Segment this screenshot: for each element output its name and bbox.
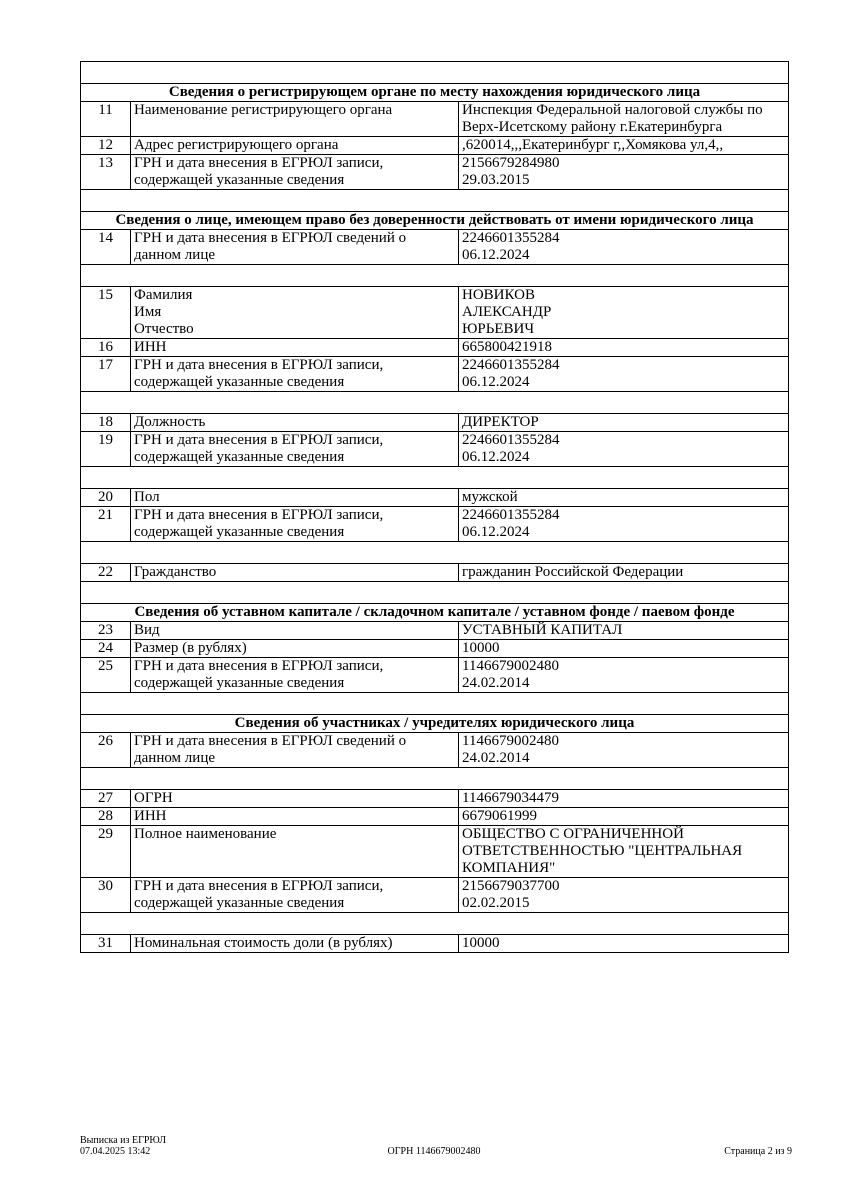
- row-value: [459, 230, 789, 265]
- table-row: [81, 564, 789, 582]
- table-row: [81, 287, 789, 339]
- surname-value: НОВИКОВ: [462, 287, 535, 303]
- row-label: ГРН и дата внесения в ЕГРЮЛ сведений о данном лице: [131, 230, 459, 265]
- spacer-cell: [81, 62, 789, 84]
- grn-value: 2156679284980: [462, 155, 560, 171]
- spacer-cell: [81, 768, 789, 790]
- row-label: Номинальная стоимость доли (в рублях): [131, 935, 459, 953]
- row-label: Адрес регистрирующего органа: [131, 137, 459, 155]
- spacer-row: [81, 693, 789, 715]
- first-name-label: Имя: [134, 304, 162, 320]
- spacer-row: [81, 542, 789, 564]
- spacer-cell: [81, 265, 789, 287]
- date-value: 06.12.2024: [462, 374, 530, 390]
- row-number: 22: [81, 564, 131, 582]
- row-value: 665800421918: [459, 339, 789, 357]
- row-value: 1146679034479: [459, 790, 789, 808]
- row-value: мужской: [459, 489, 789, 507]
- table-row: [81, 790, 789, 808]
- row-number: 11: [81, 102, 131, 137]
- spacer-row: [81, 467, 789, 489]
- table-row: [81, 414, 789, 432]
- date-value: 24.02.2014: [462, 750, 530, 766]
- row-value: [459, 658, 789, 693]
- row-label: ГРН и дата внесения в ЕГРЮЛ записи, содержащей указанные сведения: [131, 432, 459, 467]
- spacer-row: [81, 913, 789, 935]
- grn-value: 1146679002480: [462, 733, 559, 749]
- spacer-row: [81, 265, 789, 287]
- patronymic-value: ЮРЬЕВИЧ: [462, 321, 535, 337]
- row-value: [459, 357, 789, 392]
- row-value: УСТАВНЫЙ КАПИТАЛ: [459, 622, 789, 640]
- spacer-row: [81, 62, 789, 84]
- grn-value: 2246601355284: [462, 357, 560, 373]
- grn-value: 1146679002480: [462, 658, 559, 674]
- table-row: [81, 507, 789, 542]
- row-label: ГРН и дата внесения в ЕГРЮЛ записи, содержащей указанные сведения: [131, 155, 459, 190]
- table-row: [81, 432, 789, 467]
- row-number: 13: [81, 155, 131, 190]
- row-label: Пол: [131, 489, 459, 507]
- row-label: ОГРН: [131, 790, 459, 808]
- footer-datetime: 07.04.2025 13:42: [80, 1146, 151, 1157]
- section-title-capital: Сведения об уставном капитале / складочном капитале / уставном фонде / паевом фонде: [81, 604, 789, 622]
- date-value: 24.02.2014: [462, 675, 530, 691]
- section-title-reg-organ: Сведения о регистрирующем органе по месту нахождения юридического лица: [81, 84, 789, 102]
- row-value: [459, 507, 789, 542]
- section-header: [81, 212, 789, 230]
- row-number: 21: [81, 507, 131, 542]
- spacer-cell: [81, 542, 789, 564]
- table-row: [81, 658, 789, 693]
- spacer-cell: [81, 582, 789, 604]
- grn-value: 2246601355284: [462, 230, 560, 246]
- row-label: ГРН и дата внесения в ЕГРЮЛ сведений о данном лице: [131, 733, 459, 768]
- table-row: [81, 640, 789, 658]
- table-row: [81, 102, 789, 137]
- section-title-director: Сведения о лице, имеющем право без доверенности действовать от имени юридического лица: [81, 212, 789, 230]
- row-label: ГРН и дата внесения в ЕГРЮЛ записи, содержащей указанные сведения: [131, 878, 459, 913]
- spacer-row: [81, 582, 789, 604]
- grn-value: 2246601355284: [462, 507, 560, 523]
- row-label: Наименование регистрирующего органа: [131, 102, 459, 137]
- row-number: 26: [81, 733, 131, 768]
- row-value: [459, 155, 789, 190]
- date-value: 06.12.2024: [462, 449, 530, 465]
- row-value: ,620014,,,Екатеринбург г,,Хомякова ул,4,,: [459, 137, 789, 155]
- row-number: 20: [81, 489, 131, 507]
- row-value: Инспекция Федеральной налоговой службы по Верх-Исетскому району г.Екатеринбурга: [459, 102, 789, 137]
- footer-doc-title: Выписка из ЕГРЮЛ: [80, 1135, 166, 1146]
- spacer-cell: [81, 190, 789, 212]
- date-value: 06.12.2024: [462, 247, 530, 263]
- table-row: [81, 489, 789, 507]
- row-value: [459, 432, 789, 467]
- spacer-cell: [81, 392, 789, 414]
- row-label: Должность: [131, 414, 459, 432]
- row-label: Гражданство: [131, 564, 459, 582]
- row-number: 19: [81, 432, 131, 467]
- row-number: 28: [81, 808, 131, 826]
- table-row: [81, 155, 789, 190]
- grn-value: 2156679037700: [462, 878, 560, 894]
- egrul-table: [80, 61, 789, 953]
- row-number: 29: [81, 826, 131, 878]
- spacer-cell: [81, 913, 789, 935]
- date-value: 06.12.2024: [462, 524, 530, 540]
- row-label: ГРН и дата внесения в ЕГРЮЛ записи, содержащей указанные сведения: [131, 658, 459, 693]
- row-value: [459, 733, 789, 768]
- row-number: 16: [81, 339, 131, 357]
- row-value: гражданин Российской Федерации: [459, 564, 789, 582]
- row-label: ИНН: [131, 339, 459, 357]
- row-number: 15: [81, 287, 131, 339]
- row-number: 30: [81, 878, 131, 913]
- spacer-row: [81, 392, 789, 414]
- table-row: [81, 878, 789, 913]
- row-value: [459, 878, 789, 913]
- row-number: 31: [81, 935, 131, 953]
- table-row: [81, 230, 789, 265]
- patronymic-label: Отчество: [134, 321, 194, 337]
- row-label: [131, 287, 459, 339]
- footer-page-number: Страница 2 из 9: [724, 1146, 792, 1157]
- table-row: [81, 137, 789, 155]
- table-row: [81, 808, 789, 826]
- spacer-row: [81, 768, 789, 790]
- first-name-value: АЛЕКСАНДР: [462, 304, 552, 320]
- section-header: [81, 604, 789, 622]
- date-value: 29.03.2015: [462, 172, 530, 188]
- row-number: 25: [81, 658, 131, 693]
- row-label: Вид: [131, 622, 459, 640]
- row-number: 14: [81, 230, 131, 265]
- row-label: ГРН и дата внесения в ЕГРЮЛ записи, содержащей указанные сведения: [131, 507, 459, 542]
- row-label: ГРН и дата внесения в ЕГРЮЛ записи, содержащей указанные сведения: [131, 357, 459, 392]
- spacer-cell: [81, 467, 789, 489]
- row-number: 27: [81, 790, 131, 808]
- row-number: 23: [81, 622, 131, 640]
- row-value: 10000: [459, 935, 789, 953]
- row-value: ОБЩЕСТВО С ОГРАНИЧЕННОЙ ОТВЕТСТВЕННОСТЬЮ "ЦЕНТРАЛЬНАЯ КОМПАНИЯ": [459, 826, 789, 878]
- row-value: [459, 287, 789, 339]
- row-label: Полное наименование: [131, 826, 459, 878]
- table-row: [81, 339, 789, 357]
- footer-ogrn: ОГРН 1146679002480: [387, 1146, 481, 1157]
- row-number: 17: [81, 357, 131, 392]
- spacer-cell: [81, 693, 789, 715]
- section-header: [81, 84, 789, 102]
- row-number: 12: [81, 137, 131, 155]
- row-label: ИНН: [131, 808, 459, 826]
- spacer-row: [81, 190, 789, 212]
- egrul-extract-page: [80, 61, 788, 953]
- row-number: 18: [81, 414, 131, 432]
- row-value: 10000: [459, 640, 789, 658]
- table-row: [81, 622, 789, 640]
- table-row: [81, 826, 789, 878]
- row-value: ДИРЕКТОР: [459, 414, 789, 432]
- section-header: [81, 715, 789, 733]
- row-number: 24: [81, 640, 131, 658]
- section-title-founders: Сведения об участниках / учредителях юридического лица: [81, 715, 789, 733]
- row-label: Размер (в рублях): [131, 640, 459, 658]
- table-row: [81, 357, 789, 392]
- grn-value: 2246601355284: [462, 432, 560, 448]
- date-value: 02.02.2015: [462, 895, 530, 911]
- table-row: [81, 935, 789, 953]
- table-row: [81, 733, 789, 768]
- surname-label: Фамилия: [134, 287, 193, 303]
- row-value: 6679061999: [459, 808, 789, 826]
